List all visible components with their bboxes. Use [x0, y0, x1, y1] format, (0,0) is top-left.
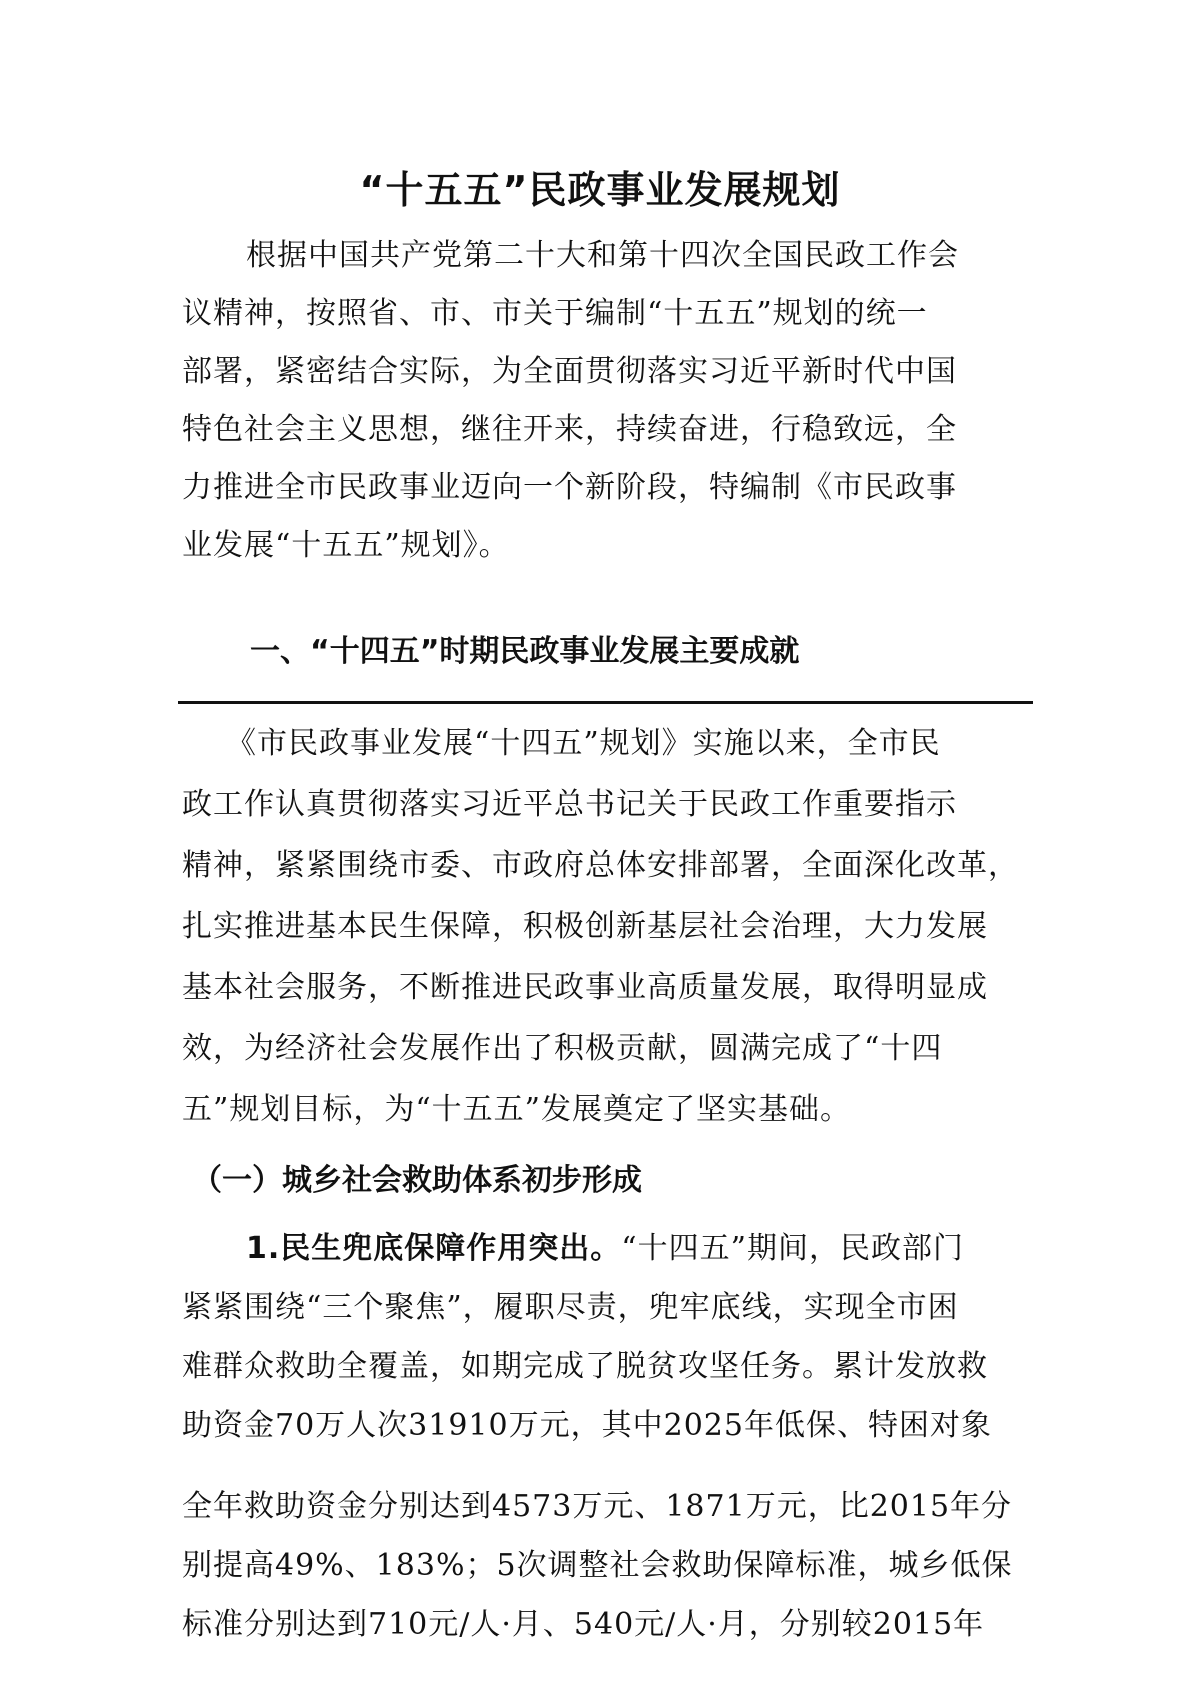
intro-line: 业发展“十五五”规划》。: [182, 528, 510, 563]
document-title: “十五五”民政事业发展规划: [359, 168, 841, 212]
item-line: 标准分别达到710元/人·月、540元/人·月，分别较2015年: [182, 1607, 985, 1642]
item-first-line: [246, 1229, 964, 1269]
section-paragraph-line: 效，为经济社会发展作出了积极贡献，圆满完成了“十四: [182, 1031, 943, 1066]
item-first-rest: “十四五”期间，民政部门: [621, 1231, 964, 1266]
intro-line: 特色社会主义思想，继往开来，持续奋进，行稳致远，全: [182, 412, 957, 447]
item-lead: 1.民生兜底保障作用突出。: [246, 1231, 622, 1266]
section-paragraph-line: 扎实推进基本民生保障，积极创新基层社会治理，大力发展: [182, 909, 988, 944]
section-heading: 一、“十四五”时期民政事业发展主要成就: [250, 634, 800, 669]
intro-line: 部署，紧密结合实际，为全面贯彻落实习近平新时代中国: [182, 354, 957, 389]
section-paragraph-line: 《市民政事业发展“十四五”规划》实施以来，全市民: [226, 726, 941, 761]
item-line: 助资金70万人次31910万元，其中2025年低保、特困对象: [182, 1408, 992, 1443]
intro-line: 根据中国共产党第二十大和第十四次全国民政工作会: [246, 238, 959, 273]
item-line: 别提高49%、183%；5次调整社会救助保障标准，城乡低保: [182, 1548, 1013, 1583]
section-paragraph-line: 精神，紧紧围绕市委、市政府总体安排部署，全面深化改革，: [182, 848, 1019, 883]
section-paragraph-line: 基本社会服务，不断推进民政事业高质量发展，取得明显成: [182, 970, 988, 1005]
horizontal-rule: [178, 701, 1033, 704]
section-paragraph-line: 政工作认真贯彻落实习近平总书记关于民政工作重要指示: [182, 787, 957, 822]
section-paragraph-line: 五”规划目标，为“十五五”发展奠定了坚实基础。: [182, 1092, 852, 1127]
intro-line: 力推进全市民政事业迈向一个新阶段，特编制《市民政事: [182, 470, 957, 505]
item-line: 全年救助资金分别达到4573万元、1871万元，比2015年分: [182, 1489, 1013, 1524]
subsection-heading: （一）城乡社会救助体系初步形成: [192, 1163, 642, 1198]
intro-line: 议精神，按照省、市、市关于编制“十五五”规划的统一: [182, 296, 928, 331]
item-line: 难群众救助全覆盖，如期完成了脱贫攻坚任务。累计发放救: [182, 1349, 988, 1384]
item-line: 紧紧围绕“三个聚焦”，履职尽责，兜牢底线，实现全市困: [182, 1290, 959, 1325]
